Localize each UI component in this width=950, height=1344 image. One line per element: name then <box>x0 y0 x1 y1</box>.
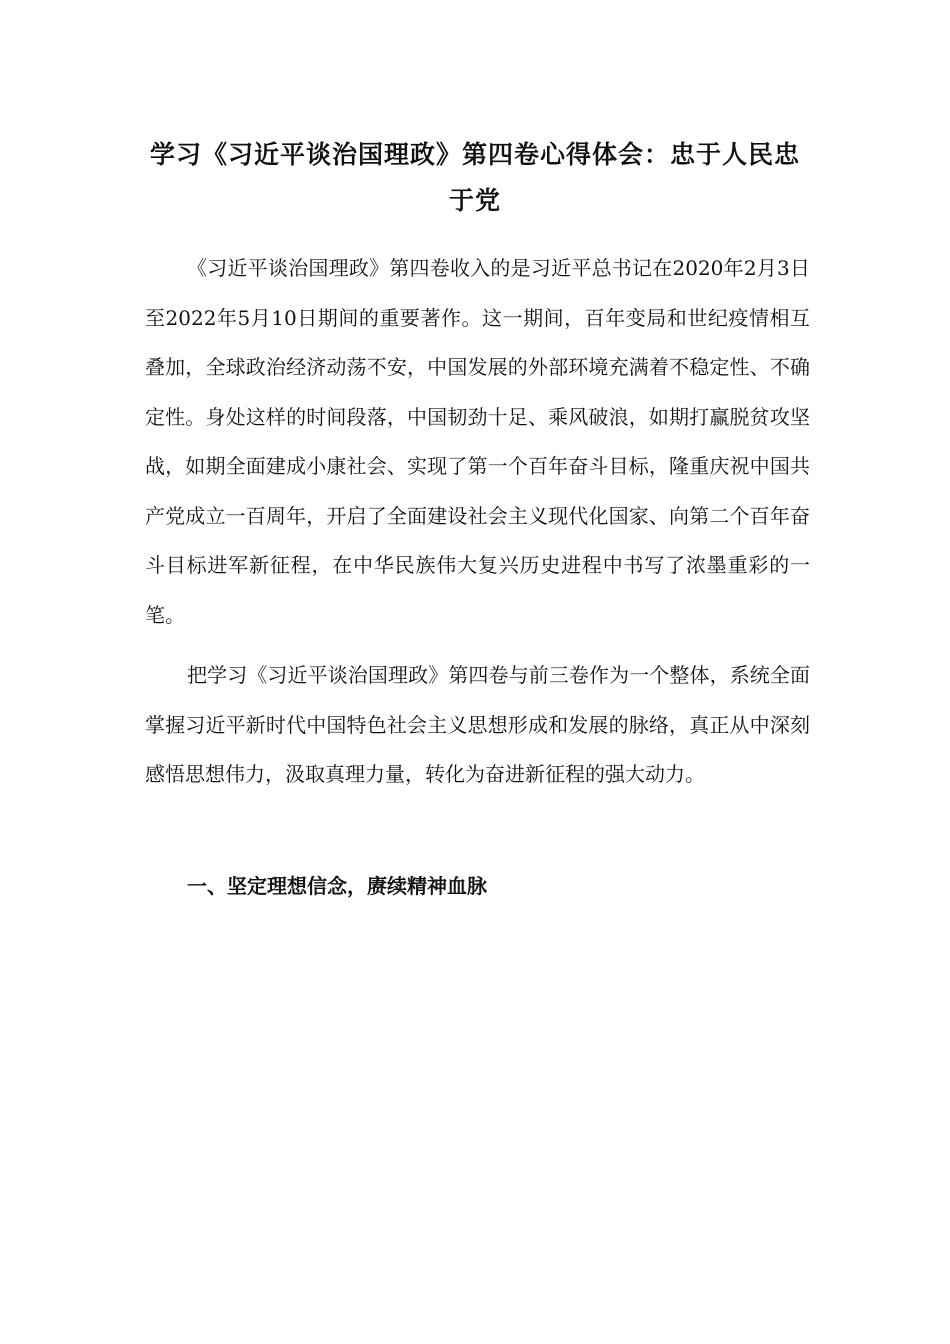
body-paragraph-2: 把学习《习近平谈治国理政》第四卷与前三卷作为一个整体，系统全面掌握习近平新时代中国特色社会主义思想形成和发展的脉络，真正从中深刻感悟思想伟力，汲取真理力量，转化为奋进新征程的强大动力。 <box>145 663 810 786</box>
document-title: 学习《习近平谈治国理政》第四卷心得体会：忠于人民忠于党 <box>149 140 800 215</box>
body-paragraph-1: 《习近平谈治国理政》第四卷收入的是习近平总书记在2020年2月3日至2022年5月10日期间的重要著作。这一期间，百年变局和世纪疫情相互叠加，全球政治经济动荡不安，中国发展的外部环境充满着不稳定性、不确定性。身处这样的时间段落，中国韧劲十足、乘风破浪，如期打赢脱贫攻坚战，如期全面建成小康社会、实现了第一个百年奋斗目标，隆重庆祝中国共产党成立一百周年，开启了全面建设社会主义现代化国家、向第二个百年奋斗目标进军新征程，在中华民族伟大复兴历史进程中书写了浓墨重彩的一笔。 <box>145 256 810 627</box>
section-heading-1: 一、坚定理想信念，赓续精神血脉 <box>187 874 487 898</box>
